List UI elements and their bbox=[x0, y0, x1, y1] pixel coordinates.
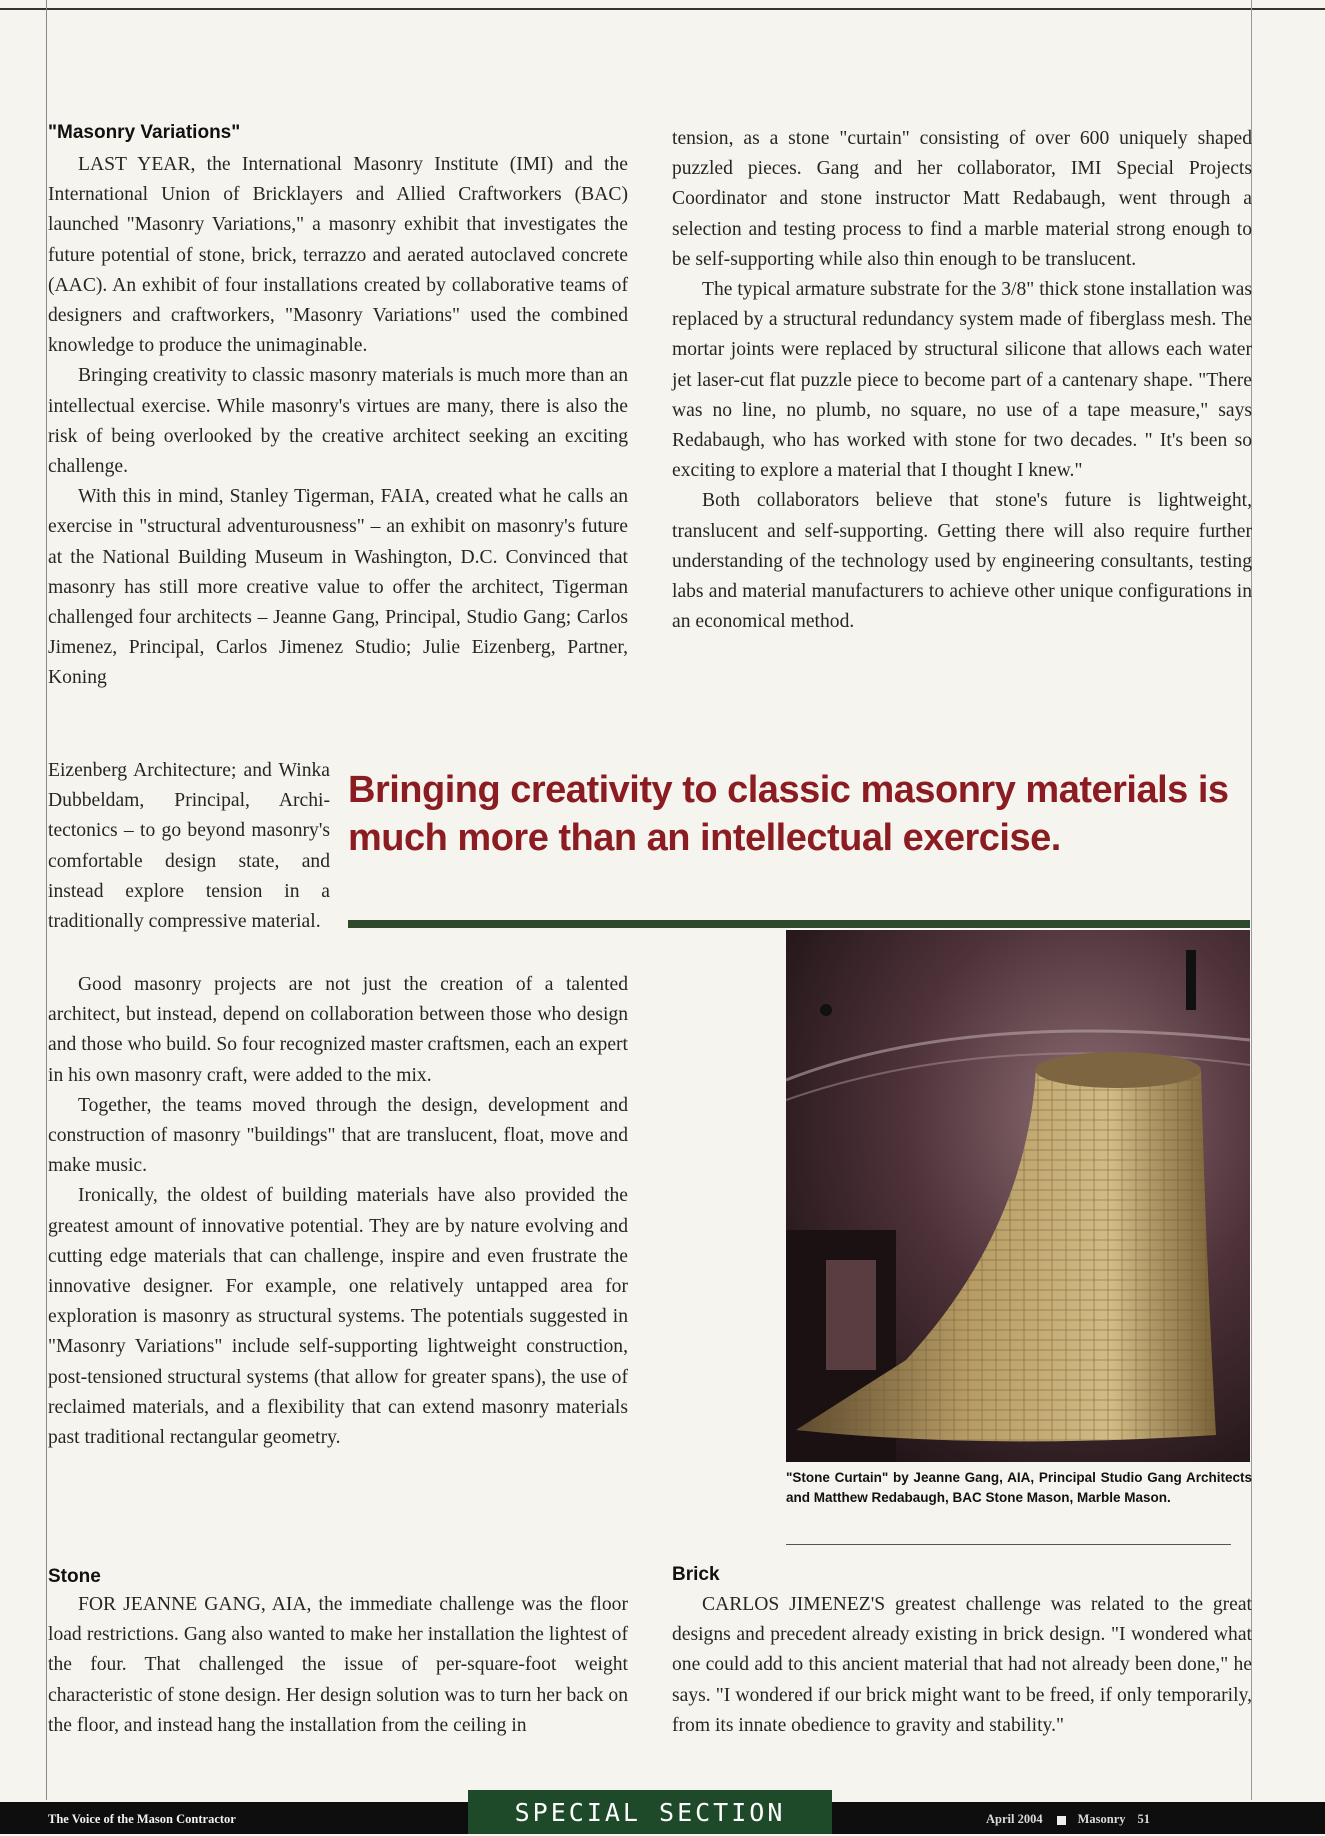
paragraph: Both collaborators believe that stone's future is lightweight, translucent and self-supporting. Getting there will also require further understanding of the technology used by engineering consultants, testing labs and material manufacturers to achieve other unique configurations in an economical method. bbox=[672, 490, 1252, 633]
stone-column bbox=[48, 1590, 628, 1741]
stone-curtain-photo bbox=[786, 930, 1250, 1462]
stone-heading: Stone bbox=[48, 1566, 101, 1587]
photo-caption: "Stone Curtain" by Jeanne Gang, AIA, Principal Studio Gang Architects and Matthew Redabaugh, BAC Stone Mason, Marble Mason. bbox=[786, 1470, 1252, 1505]
brick-heading: Brick bbox=[672, 1564, 720, 1585]
issue-date: April 2004 bbox=[986, 1812, 1043, 1826]
brick-column bbox=[672, 1590, 1252, 1741]
left-column-middle bbox=[48, 970, 628, 1453]
left-column-top bbox=[48, 150, 628, 694]
top-border bbox=[0, 8, 1325, 10]
paragraph: The typical armature substrate for the 3/8" thick stone installation was replaced by a structural redundancy system made of fiberglass mesh. The mortar joints were replaced by structural silicone that allows each water jet laser-cut flat puzzle piece to become part of a cantenary shape. "There was no line, no plumb, no square, no use of a tape measure," says Redabaugh, who has worked with stone for two decades. " It's been so exciting to explore a material that I thought I knew." bbox=[672, 279, 1252, 482]
paragraph: With this in mind, Stanley Tigerman, FAIA, created what he calls an exercise in "structural adventurousness" – an exhibit on masonry's future at the National Building Museum in Washington, D.C. Convinced that masonry has still more creative value to offer the architect, Tigerman challenged four architects – Jeanne Gang, Principal, Studio Gang; Carlos Jimenez, Principal, Carlos Jimenez Studio; Julie Eizenberg, Partner, Koning bbox=[48, 486, 628, 689]
page-number: 51 bbox=[1137, 1812, 1151, 1826]
paragraph: CARLOS JIMENEZ'S greatest challenge was related to the great designs and precedent already existing in brick design. "I wondered what one could add to this ancient material that had not already been done," he says. "I wondered if our brick might want to be freed, if only temporarily, from its innate obedience to gravity and stability." bbox=[672, 1594, 1252, 1736]
magazine-name: Masonry bbox=[1077, 1812, 1126, 1826]
paragraph: Ironically, the oldest of building materials have also provided the greatest amount of innovative potential. They are by nature evolving and cutting edge materials that can challenge, inspire and even frustrate the innovative designer. For example, one relatively untapped area for exploration is masonry as structural systems. The potentials suggested in "Masonry Variations" include self-supporting lightweight construction, post-tensioned structural systems (that allow for greater spans), the use of reclaimed materials, and a flexibility that can extend masonry materials past traditional rectangular geometry. bbox=[48, 1185, 628, 1449]
special-section-label: SPECIAL SECTION bbox=[468, 1790, 832, 1834]
paragraph: tension, as a stone "curtain" consisting of over 600 uniquely shaped puzzled pieces. Gang and her collaborator, IMI Special Projects Coordinator and stone instructor Matt Redabaugh, went through a selection and testing process to find a marble material strong enough to be self-supporting while also thin enough to be translucent. bbox=[672, 128, 1252, 270]
intro-heading: "Masonry Variations" bbox=[48, 122, 241, 143]
paragraph: FOR JEANNE GANG, AIA, the immediate challenge was the floor load restrictions. Gang also wanted to make her installation the lightest of the four. That challenged the issue of per-square-foot weight characteristic of stone design. Her design solution was to turn her back on the floor, and instead hang the installation from the ceiling in bbox=[48, 1594, 628, 1736]
caption-rule bbox=[786, 1544, 1231, 1545]
paragraph: LAST YEAR, the International Masonry Institute (IMI) and the International Union of Bricklayers and Allied Craftworkers (BAC) launched "Masonry Variations," a masonry exhibit that investigates the future potential of stone, brick, terrazzo and aerated autoclaved concrete (AAC). An exhibit of four installations created by collaborative teams of designers and craftworkers, "Masonry Variations" used the combined knowledge to produce the unimaginable. bbox=[48, 154, 628, 357]
pull-quote: Bringing creativity to classic masonry materials is much more than an intellectual exercise. bbox=[348, 769, 1229, 859]
paragraph: Good masonry projects are not just the creation of a talented architect, but instead, depend on collaboration between those who design and those who build. So four recognized master craftsmen, each an expert in his own masonry craft, were added to the mix. bbox=[48, 974, 628, 1086]
bullet-icon bbox=[1057, 1816, 1066, 1825]
left-margin-line bbox=[46, 0, 47, 1800]
paragraph: Bringing creativity to classic masonry materials is much more than an intellectual exercise. While masonry's virtues are many, there is also the risk of being overlooked by the creative architect seeking an exciting challenge. bbox=[48, 365, 628, 478]
narrow-column bbox=[48, 756, 330, 937]
right-column-top bbox=[672, 124, 1252, 637]
pull-quote-rule bbox=[348, 920, 1250, 928]
footer-tagline: The Voice of the Mason Contractor bbox=[48, 1812, 236, 1826]
footer-info bbox=[986, 1812, 1162, 1827]
paragraph: Together, the teams moved through the design, development and construction of masonry "buildings" that are translucent, float, move and make music. bbox=[48, 1094, 628, 1177]
paragraph: Eizenberg Architecture; and Winka Dubbeldam, Principal, Archi-tectonics – to go beyond masonry's comfortable design state, and instead explore tension in a traditionally compressive material. bbox=[48, 760, 330, 933]
